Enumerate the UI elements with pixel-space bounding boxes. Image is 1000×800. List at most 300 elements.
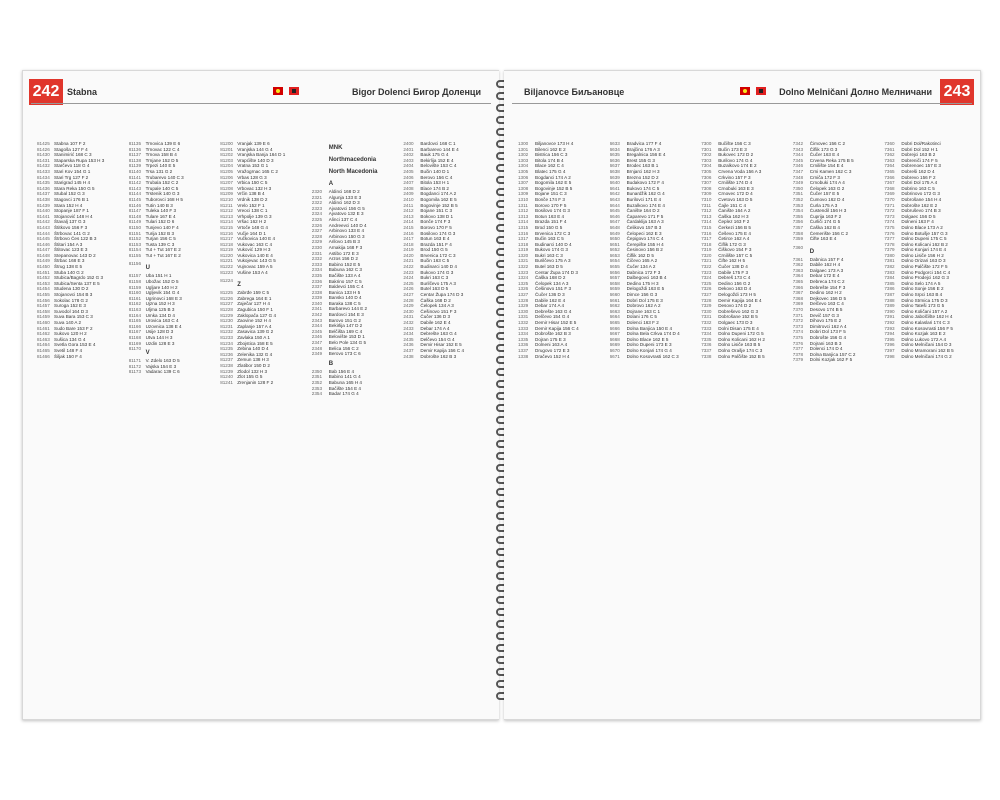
- listing-name: Čučer 136 D 3: [420, 314, 450, 320]
- listing-name: Dolna Banjica 150 E 4: [626, 325, 673, 331]
- listing-name: Crnovec 172 D 4: [718, 191, 753, 197]
- page-header-range-left: Bigor Dolenci Бигор Доленци: [351, 87, 481, 97]
- listing-name: Suroga 152 E 3: [54, 303, 86, 309]
- listing-code: 7349: [792, 180, 804, 186]
- listing-code: 7350: [792, 185, 804, 191]
- listing-code: 81208: [220, 185, 233, 191]
- listing-code: 1321: [518, 258, 529, 264]
- listing-code: 81144: [128, 191, 142, 197]
- listing-code: 1320: [518, 252, 529, 258]
- listing-code: 7392: [884, 320, 895, 325]
- listing-name: Aldinci 162 D 3: [328, 200, 360, 206]
- listing-code: 6642: [609, 191, 620, 197]
- listing-code: 1327: [518, 292, 529, 298]
- listing-name: Tuborovci 168 H 5: [145, 196, 183, 202]
- listing-name: Starigrad 145 H 4: [54, 180, 91, 186]
- listing-code: 1322: [518, 264, 529, 270]
- listing-code: 2354: [311, 391, 323, 397]
- listing-code: 7386: [884, 286, 895, 292]
- page-header-name-right: Dolno Melničani Долно Мелничани: [779, 87, 932, 97]
- listing-code: 81453: [37, 280, 50, 286]
- listing-name: Zagubica 150 F 1: [237, 307, 273, 313]
- listing-name: Belo Pole 134 G 5: [328, 340, 367, 346]
- listing-code: 7338: [701, 353, 712, 359]
- flag-icon: [756, 87, 766, 95]
- listing-name: Dolno Melničani 174 G 2: [901, 353, 952, 359]
- listing-name: Bauk 175 G 4: [420, 152, 449, 158]
- listing-code: 81170: [128, 346, 142, 352]
- listing-code: 7306: [701, 174, 712, 180]
- listing-name: Andreevci 140 D 4: [328, 222, 367, 228]
- listing-name: Stubica/Senta 137 E 5: [54, 280, 100, 286]
- listing-name: Stubica/Bagrdo 152 G 3: [54, 275, 104, 281]
- listing-code: 6654: [609, 258, 620, 264]
- listing-name: Dobrošte 162 B 3: [420, 353, 457, 359]
- listing-code: 81172: [128, 363, 142, 369]
- listing-code: 7331: [701, 314, 712, 320]
- listing-name: Vujnovac 159 A 5: [237, 264, 273, 270]
- listing-code: 81213: [220, 213, 233, 219]
- listing-code: 81232: [220, 329, 233, 335]
- listing-code: 2401: [403, 146, 414, 152]
- listing-column: [793, 141, 875, 707]
- listing-code: 81439: [37, 202, 50, 208]
- listing-name: Borovo 170 F 5: [420, 224, 452, 230]
- listing-code: 2415: [403, 224, 414, 230]
- listing-name: Čiflik 173 G 3: [809, 146, 838, 152]
- listing-code: 7360: [792, 244, 804, 250]
- listing-code: 2325: [311, 216, 323, 222]
- listing-code: 2336: [311, 278, 323, 284]
- listing-column: [37, 141, 119, 707]
- listing-name: Stubal 152 G 3: [54, 191, 85, 197]
- listing-code: 2344: [311, 323, 323, 329]
- listing-code: 81434: [37, 174, 50, 180]
- listing-code: 7368: [792, 295, 804, 301]
- listing-code: 81173: [128, 369, 142, 375]
- listing-row: [884, 354, 966, 360]
- listing-name: Dolno Dupeni 172 G 5: [718, 331, 764, 337]
- listing-name: Trubala 152 C 2: [145, 180, 179, 186]
- listing-code: 81231: [220, 323, 233, 329]
- listing-row: [701, 354, 783, 360]
- listing-code: 7374: [884, 219, 895, 225]
- listing-name: Dekovo 163 D 4: [718, 286, 752, 292]
- listing-name: Dolno Tateši 173 G 5: [901, 303, 945, 309]
- listing-code: 7372: [792, 318, 804, 324]
- listing-name: Bačište 154 E 4: [328, 385, 361, 391]
- listing-name: Dolno Konjari 174 G 4: [626, 347, 672, 353]
- listing-name: Dolno Dupeni 175 C 5: [901, 236, 947, 242]
- listing-code: 81137: [128, 152, 142, 158]
- listing-code: 81167: [128, 329, 142, 335]
- listing-code: 7307: [701, 180, 712, 186]
- listing-code: 7388: [884, 297, 895, 303]
- listing-name: Čaška 168 D 2: [420, 297, 451, 303]
- listing-code: 7351: [792, 191, 804, 197]
- listing-code: 81157: [128, 273, 142, 279]
- listing-code: 81136: [128, 146, 142, 152]
- listing-code: 2348: [311, 345, 323, 351]
- listing-code: 7364: [792, 273, 804, 279]
- listing-code: 7378: [884, 241, 895, 247]
- listing-code: 1300: [518, 141, 529, 146]
- listing-name: Buzalkovo 174 E 2: [718, 163, 757, 169]
- listing-name: Svetil 148 F 4: [54, 347, 83, 353]
- listing-code: [312, 177, 326, 189]
- listing-name: Dobrinovo 172 G 3: [901, 191, 940, 197]
- listing-row: [312, 177, 394, 189]
- listing-code: 81168: [128, 335, 142, 340]
- header-rule: [512, 103, 972, 104]
- listing-code: 81426: [37, 146, 50, 152]
- listing-name: Zabrega 164 E 1: [237, 295, 272, 301]
- listing-name: Vukojevac 143 G 5: [237, 258, 276, 264]
- listing-code: 2436: [403, 342, 414, 348]
- listing-name: Suvodol 164 D 3: [54, 308, 88, 314]
- listing-name: Vadarac 139 C 6: [145, 369, 180, 375]
- listing-name: Bačište 133 A 4: [328, 272, 361, 278]
- listing-code: 7348: [792, 174, 804, 180]
- listing-code: 7369: [884, 191, 895, 197]
- listing-code: 2333: [311, 261, 323, 267]
- listing-name: Ćaška 162 B 4: [809, 224, 840, 230]
- listing-name: Dolno Melničani 154 D 3: [901, 342, 952, 348]
- listing-code: 1301: [518, 146, 529, 152]
- listing-code: 2342: [311, 312, 323, 318]
- listing-name: Dolenci 174 D 4: [809, 346, 843, 352]
- listing-name: Čučer 134 A 2: [626, 264, 656, 270]
- listing-name: Čučer 138 D 4: [718, 264, 748, 270]
- listing-name: Vukovac 163 C 4: [237, 241, 273, 247]
- listing-code: 1331: [518, 314, 529, 320]
- listing-name: Dolno Kalaslari 174 C 3: [901, 320, 950, 325]
- listing-code: 7320: [701, 252, 712, 258]
- listing-code: 7330: [701, 308, 712, 314]
- listing-name: Starčevo 118 G 4: [54, 163, 90, 169]
- listing-name: Dolani 176 C 5: [626, 314, 657, 320]
- listing-code: 81148: [128, 213, 142, 219]
- listing-name: Crvena Reka 175 B 5: [809, 157, 854, 163]
- listing-name: Dolno Selo 174 A 5: [901, 280, 941, 286]
- listing-code: 81171: [128, 358, 142, 364]
- listing-code: 7327: [701, 292, 712, 298]
- listing-code: 7302: [701, 152, 712, 158]
- listing-code: 7310: [701, 196, 712, 202]
- listing-code: 7313: [701, 213, 712, 219]
- listing-code: 2346: [311, 334, 323, 340]
- listing-name: Čanište 164 A 2: [718, 208, 751, 214]
- listing-name: Dolno Konjari 174 E 4: [901, 247, 947, 253]
- listing-name: Bardovci 154 E 3: [328, 312, 364, 318]
- listing-name: Dobrošte 162 B 3: [535, 331, 571, 337]
- listing-code: 7375: [792, 335, 804, 340]
- listing-code: 7344: [792, 152, 804, 158]
- listing-name: Čeplez 163 F 2: [718, 219, 750, 225]
- listing-name: Zavlaka 150 A 1: [237, 335, 270, 340]
- listing-name: Dojran 175 E 3: [535, 336, 566, 342]
- listing-code: 7370: [792, 307, 804, 313]
- listing-code: 81156: [128, 261, 142, 267]
- listing-code: 7309: [701, 191, 712, 197]
- listing-name: Demir Hisar 152 E 5: [420, 342, 462, 348]
- listing-name: Brodec 163 B 1: [626, 163, 659, 169]
- listing-code: 1302: [518, 152, 529, 158]
- listing-code: 7323: [701, 269, 712, 275]
- listing-name: Dolno Botušje 157 G 3: [901, 230, 948, 236]
- listing-name: Zrenjanin 128 F 2: [237, 379, 274, 385]
- listing-code: 2423: [403, 269, 414, 275]
- listing-name: Umka 134 D 4: [145, 312, 175, 318]
- listing-code: 6666: [609, 325, 620, 331]
- listing-name: Češinovo 151 F 3: [420, 308, 457, 314]
- listing-name: Dobrino 163 C 5: [901, 185, 935, 191]
- listing-name: Z: [237, 282, 241, 289]
- listing-name: Stepanovac 143 D 2: [54, 252, 96, 258]
- listing-code: 7322: [701, 264, 712, 270]
- listing-name: Belovište 153 D 1: [328, 334, 365, 340]
- listing-row: [37, 354, 119, 360]
- listing-name: Štitovac 123 E 3: [54, 247, 88, 253]
- listing-name: Bistrica 156 C 3: [535, 152, 568, 158]
- listing-name: Dimitrovci 162 A 4: [809, 323, 847, 329]
- listing-code: 1337: [518, 347, 529, 353]
- listing-code: 81448: [37, 252, 50, 258]
- listing-name: Budakovo 172 F 4: [626, 180, 664, 186]
- listing-name: Brezno 152 D 2: [626, 174, 659, 180]
- listing-name: Crniča 172 F 3: [809, 174, 840, 180]
- listing-name: Buzalkovo 174 E 4: [626, 202, 665, 208]
- listing-code: 81203: [220, 157, 233, 163]
- listing-name: Dobrenoec 157 E 3: [901, 163, 941, 169]
- listing-name: Sokolac 178 G 2: [54, 297, 88, 303]
- listing-code: 7398: [884, 353, 895, 359]
- listing-code: 81160: [128, 290, 142, 296]
- listing-name: Baraka 138 C 5: [328, 300, 361, 306]
- listing-name: Ćuprija 163 F 2: [809, 213, 842, 219]
- listing-code: 81443: [37, 224, 50, 230]
- listing-name: Dobri Dol 152 H 1: [901, 146, 938, 152]
- listing-code: 2337: [311, 284, 323, 290]
- listing-name: Staparska Rupa 153 H 3: [54, 157, 105, 163]
- listing-name: Vrelo 152 F 1: [237, 202, 265, 208]
- listing-name: Sudo Bare 153 F 2: [54, 325, 93, 331]
- listing-code: 7321: [701, 258, 712, 264]
- listing-name: Dobri Dol 173 F 5: [809, 329, 846, 335]
- listing-name: Vršac 162 H 2: [237, 219, 267, 225]
- listing-name: Vajska 154 E 3: [145, 363, 177, 369]
- listing-name: Uzdin 128 E 3: [145, 340, 175, 346]
- listing-code: 6652: [609, 247, 620, 253]
- listing-code: 1329: [518, 303, 529, 309]
- listing-name: Crvena Voda 156 A 3: [718, 168, 762, 174]
- listing-code: 7326: [701, 286, 712, 292]
- listing-code: 7366: [884, 174, 895, 180]
- listing-code: 7347: [792, 168, 804, 174]
- listing-name: Četirce 162 A 4: [718, 236, 750, 242]
- left-columns: [37, 141, 485, 707]
- listing-name: Dobrevo 156 F 2: [901, 174, 936, 180]
- listing-name: Ugljare 140 H 2: [145, 284, 178, 290]
- listing-name: Bekirlija 152 E 4: [420, 157, 454, 163]
- listing-code: [312, 141, 326, 153]
- listing-name: Dabile 162 E 4: [535, 297, 566, 303]
- listing-code: 6656: [609, 269, 620, 275]
- listing-name: Dobri Dol 175 A 4: [901, 180, 938, 186]
- listing-column: [610, 141, 692, 707]
- listing-code: 7353: [792, 202, 804, 208]
- listing-code: 7361: [792, 256, 804, 262]
- listing-name: Turija 152 B 3: [145, 230, 175, 236]
- listing-name: Arilovo 145 B 3: [328, 239, 360, 245]
- listing-code: 6646: [609, 213, 620, 219]
- listing-name: Bitola 174 B 4: [535, 157, 564, 163]
- listing-name: Blatec 175 G 4: [535, 168, 566, 174]
- listing-name: Stopanje 187 F 1: [54, 208, 89, 214]
- listing-code: 81146: [128, 202, 142, 208]
- listing-code: 2424: [403, 275, 414, 281]
- listing-code: 81456: [37, 297, 50, 303]
- right-page: [504, 70, 981, 720]
- listing-code: 81155: [128, 252, 142, 258]
- listing-name: Čiflik 162 D 5: [626, 252, 654, 258]
- listing-name: Dolneni 163 F 4: [901, 219, 934, 225]
- listing-name: Dabnica 172 F 3: [626, 269, 661, 275]
- listing-row: [312, 165, 394, 177]
- flag-icon: [740, 87, 750, 95]
- listing-name: Čerkezi 156 B 5: [718, 224, 751, 230]
- listing-name: Burilčevo 175 A 3: [420, 280, 456, 286]
- listing-code: 81216: [220, 230, 233, 236]
- listing-code: 2416: [403, 230, 414, 236]
- listing-name: Dimce 156 G 3: [626, 292, 658, 298]
- listing-code: 1309: [518, 191, 529, 197]
- listing-name: Bansko 140 D 4: [328, 295, 362, 301]
- listing-code: 2345: [311, 328, 323, 334]
- right-columns: [518, 141, 966, 707]
- listing-code: 6645: [609, 208, 620, 214]
- listing-code: 81454: [37, 286, 50, 292]
- listing-name: Čimovec 156 C 2: [809, 141, 846, 146]
- listing-code: 1314: [518, 219, 529, 225]
- listing-code: 7373: [884, 213, 895, 219]
- listing-name: Blace 174 B 2: [420, 185, 449, 191]
- listing-code: 81457: [37, 303, 50, 309]
- listing-code: 7315: [701, 224, 712, 230]
- listing-name: Stari Trg 127 F 2: [54, 174, 89, 180]
- listing-code: 7371: [884, 202, 895, 208]
- listing-name: V: [145, 350, 150, 357]
- listing-code: 2402: [403, 152, 414, 158]
- listing-name: Stara Reka 150 G 5: [54, 185, 95, 191]
- listing-code: 2331: [311, 250, 323, 256]
- listing-code: 81154: [128, 247, 142, 253]
- listing-name: Berovo 156 C 4: [420, 174, 453, 180]
- listing-name: Barbarevo 144 E 2: [328, 306, 368, 312]
- listing-code: 2347: [311, 340, 323, 346]
- listing-code: 7301: [701, 146, 712, 152]
- listing-code: 1333: [518, 325, 529, 331]
- listing-name: Babuna 165 H 4: [328, 380, 362, 385]
- listing-code: 7336: [701, 342, 712, 348]
- listing-name: Blace 162 C 4: [535, 163, 564, 169]
- listing-code: 2418: [403, 241, 414, 247]
- listing-code: 81241: [220, 379, 233, 385]
- listing-name: Štrug 138 E 5: [54, 264, 83, 270]
- listing-name: Čifte 162 H 5: [718, 258, 745, 264]
- listing-code: 7377: [884, 236, 895, 242]
- listing-code: 2330: [311, 244, 323, 250]
- listing-code: 6668: [609, 336, 620, 342]
- listing-name: D: [809, 248, 815, 255]
- listing-code: 7389: [884, 303, 895, 309]
- listing-name: Burilovo 174 G 4: [718, 157, 753, 163]
- listing-name: Desovo 174 B 5: [809, 307, 843, 313]
- listing-name: Bitola 153 H 1: [420, 180, 450, 186]
- listing-name: Bregalnica 156 E 4: [626, 152, 666, 158]
- listing-name: Borovo 170 F 5: [535, 202, 567, 208]
- listing-code: 81152: [128, 236, 142, 242]
- listing-code: 7367: [792, 290, 804, 296]
- listing-code: 2425: [403, 280, 414, 286]
- listing-name: Stara 152 H 4: [54, 202, 83, 208]
- listing-name: Dolno Mramorani 162 B 5: [901, 347, 954, 353]
- listing-name: Dolno Lisiče 163 B 5: [718, 342, 761, 348]
- listing-name: Baldevci 155 C 4: [328, 284, 364, 290]
- listing-code: 81143: [128, 185, 142, 191]
- flag-icon: [273, 87, 283, 95]
- listing-code: 81135: [128, 141, 142, 146]
- listing-name: Bučin 140 D 1: [420, 168, 450, 174]
- listing-name: Zaplanje 157 A 4: [237, 323, 272, 329]
- listing-name: Brajčino 176 A 3: [626, 146, 660, 152]
- page-header-range-right: Biljanovce Биљановце: [524, 87, 625, 97]
- listing-code: 7328: [701, 297, 712, 303]
- listing-name: Stari Kov 154 G 1: [54, 168, 91, 174]
- listing-code: 81219: [220, 247, 233, 253]
- listing-name: Dalgaec 173 A 3: [809, 267, 844, 273]
- listing-name: Bogdanci 174 A 2: [420, 191, 457, 197]
- listing-code: 81138: [128, 157, 142, 163]
- listing-name: Dedino 175 H 3: [626, 280, 659, 286]
- listing-name: Štitkovo 156 F 3: [54, 224, 88, 230]
- listing-name: Alinci 137 C 4: [328, 216, 358, 222]
- listing-code: 81229: [220, 312, 233, 318]
- listing-code: 81227: [220, 301, 233, 307]
- listing-name: Stabna 107 F 2: [54, 141, 86, 146]
- listing-code: 81207: [220, 180, 233, 186]
- listing-name: Trnjane 152 D 5: [145, 157, 179, 163]
- listing-name: Dolno Kolicani 162 H 2: [718, 336, 765, 342]
- listing-code: 6653: [609, 252, 620, 258]
- listing-code: 2414: [403, 219, 414, 225]
- listing-code: 7369: [792, 301, 804, 307]
- listing-name: Dolno Palčište 152 B 5: [718, 353, 765, 359]
- listing-code: 2428: [403, 297, 414, 303]
- listing-code: 7363: [792, 267, 804, 273]
- listing-row: [129, 261, 211, 273]
- listing-code: 81239: [220, 368, 233, 374]
- listing-name: Bakrino 157 C 5: [328, 278, 362, 284]
- flag-icon: [289, 87, 299, 95]
- listing-code: 7393: [884, 325, 895, 331]
- listing-name: Ćurliči 174 G 5: [809, 219, 841, 225]
- listing-name: Delčevo 154 G 4: [535, 314, 570, 320]
- listing-name: Desovo 174 D 2: [718, 303, 752, 309]
- listing-code: 1332: [518, 320, 529, 325]
- listing-name: Trupale 140 C 5: [145, 185, 179, 191]
- listing-code: 81224: [220, 278, 233, 284]
